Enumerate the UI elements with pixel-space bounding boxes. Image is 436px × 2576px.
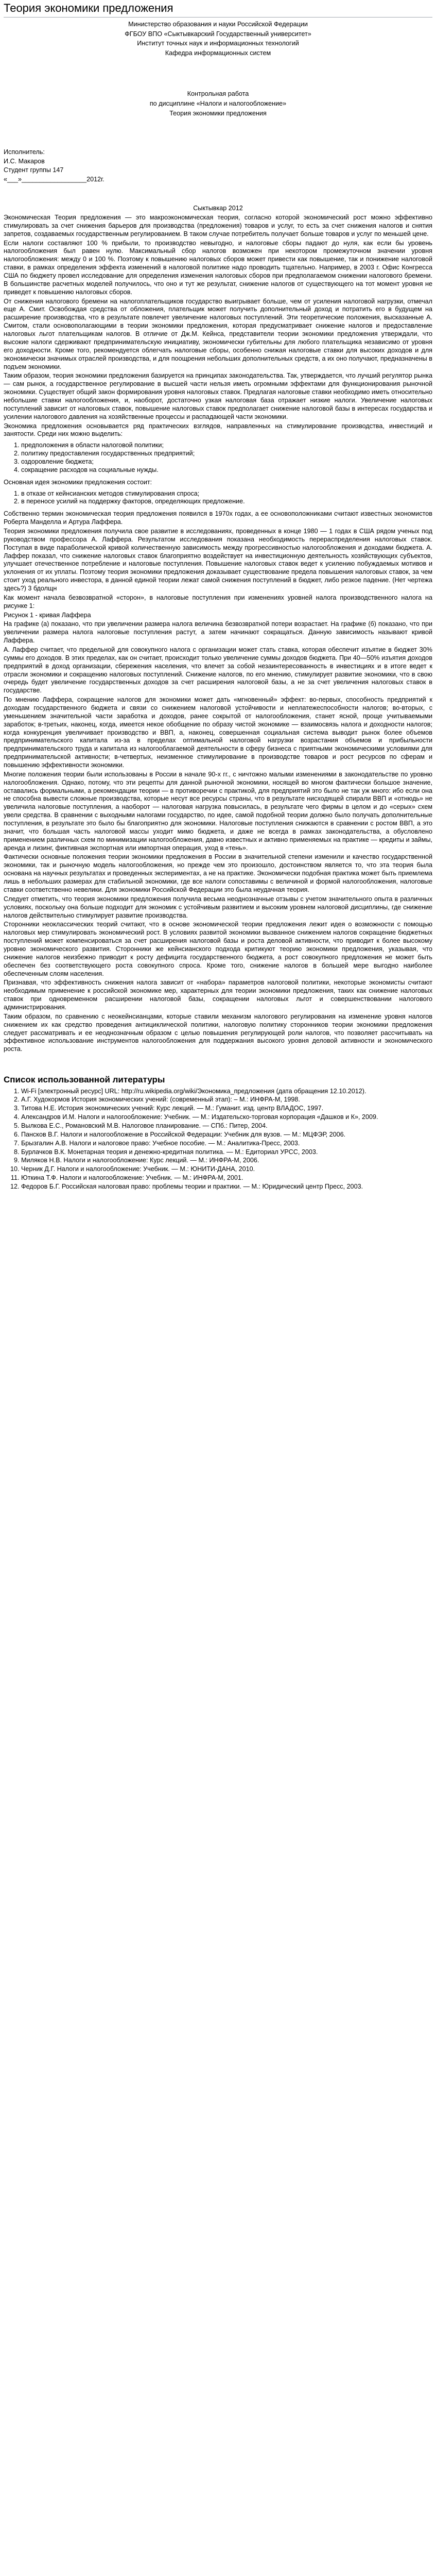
paragraph: Следует отметить, что теория экономики предложения получила весьма неоднозначные отзывы с учетом значительного опыта в различных условиях, поскольку она больше подходит для экономик с устойчивым развитием и высоким уровнем налоговой дисциплины, где снижение налогов действительно стимулирует развитие производства. xyxy=(4,895,432,919)
page-title: Теория экономики предложения xyxy=(4,1,432,18)
student-group: Студент группы 147 xyxy=(4,166,64,174)
paragraph: Теория экономики предложения получила свое развитие в исследованиях, проведенных в конце 1980 — 1 годах в США рядом ученых под руководством профессора А. Лаффера. Результатом исследования показана необходимость перераспределения налоговых ставок. Поступая в виде параболической кривой количественную зависимость между прогрессивностью налогообложения и доходами бюджета. А. Лаффер показал, что снижение налоговых ставок благоприятно воздействует на инвестиционную деятельность хозяйствующих субъектов, улучшает отечественное потребление и налоговые поступления. Повышение налоговых ставок ведет к усилению побуждаемых мотивов и уклонения от их уплаты. Поэтому теория экономики предложения доказывает существование предела повышения налоговых ставок, за чем стоит уход реального инвестора, в данной единой теории лежат самой снижения поступлений в бюджет, либо резкое падение. (Нет чертежа здесь?) 3 бдолщн xyxy=(4,527,432,592)
paragraph: На графике (а) показано, что при увеличении размера налога величина безвозвратной потери возрастает. На графике (б) показано, что при увеличении размера налога налоговые поступления растут, а затем начинают сокращаться. Данную зависимость называют кривой Лаффера. xyxy=(4,620,432,645)
policy-list xyxy=(4,442,432,474)
paragraph: Сторонники неоклассических теорий считают, что в основе экономической теории предложения лежит идея о возможности с помощью налоговых мер стимулировать экономический рост. В условиях развитой экономики вызванное снижением налогов сокращение бюджетных поступлений может компенсироваться за счет расширения налоговой базы и роста деловой активности, что приводит к более высокому уровню экономического развития. Сторонники же кейнсианского подхода критикуют теорию экономики предложения, указывая, что снижение налогов неизбежно приводит к росту дефицита государственного бюджета, а рост совокупного предложения не может быть обеспечен без соответствующего роста совокупного спроса. Кроме того, снижение налогов в большей мере выгодно наиболее обеспеченным слоям населения. xyxy=(4,921,432,977)
idea-list xyxy=(4,490,432,506)
signature-block xyxy=(4,148,432,184)
references-list xyxy=(4,1088,432,1191)
paragraph: Собственно термин экономическая теория предложения появился в 1970х годах, а ее основоположниками считают известных экономистов Роберта Манделла и Артура Лаффера. xyxy=(4,510,432,526)
list-item: 2. политику предоставления государственных предприятий; xyxy=(21,450,432,458)
title-page-work xyxy=(4,90,432,118)
paragraph: Экономика предложения основывается ряд практических взглядов, направленных на стимулирование производства, инвестиций и занятости. Среди них можно выделить: xyxy=(4,422,432,438)
references-heading: Список использованной литературы xyxy=(4,1075,165,1085)
paragraph: Основная идея экономики предложения состоит: xyxy=(4,478,152,486)
paragraph: Многие положения теории были использованы в России в начале 90-х гг., с ничтожно малыми изменениями в законодательстве по уровню налогообложения. Однако, потому, что эти рецепты для данной рыночной экономики, носящей во многом фактически большое значение, оставались формальными, а рекомендации теории — в противоречии с практикой, для предприятий это было не так уж много: ибо если она не способна вывести сложные производства, которые несут все ресурсы страны, что в результате нисходящей спирали ВВП и «отнюдь» не увеличила налоговые поступления, а наоборот — налоговая нагрузка повысилась, в результате чего фирмы в целом и до «серых» схем увели средства. В сравнении с выходными налогами государство, по идее, самой подобной теории должно было получать дополнительные поступления, в результате это было бы благоприятно для экономики. Налоговые поступления снижаются в сравнении с ростом ВВП, а это значит, что большая часть налоговой массы уходит мимо бюджета, и даже не всегда в рамках законодательства, а обусловлено применением различных схем по минимизации налогообложения, давно известных и активно применяемых на практике — кредиты и займы, аренда и лизинг, фиктивная экспортная или импортная операция, уход в «тень». xyxy=(4,770,432,852)
paragraph: От снижения налогового бремени на налогоплательщиков государство выигрывает больше, чем от усиления налоговой нагрузки, отмечал еще А. Смит. Освобождая средства от обложения, плательщик может получить дополнительный доход и потратить его в будущем на расширение производства, что в результате повлечет увеличение налоговых поступлений. Эти теоретические положения, высказанные А. Смитом, стали основополагающими в теории экономики предложения, которая предусматривает снижение налогов и предоставление налоговых льгот плательщикам налогов. В отличие от Дж.М. Кейнса, представители теории экономики предложения утверждали, что высокие налоги сдерживают предпринимательскую инициативу, экономически губительны для любого плательщика независимо от уровня его доходности. Кроме того, рекомендуется облегчать налоговые сборы, особенно снижая налоговые ставки для высоких доходов и для экономически значимых отраслей производства, и для поощрения небольших дополнительных средств, а их оно получают, предназначены в подъем экономики. xyxy=(4,297,432,370)
paragraph: Признавая, что эффективность снижения налога зависит от «набора» параметров налоговой политики, некоторые экономисты считают необходимым применение к российской экономике мер, характерных для теории экономики предложения, таких как снижение налоговых ставок при одновременном расширении налоговой базы, сокращении налоговых льгот и совершенствовании налогового администрирования. xyxy=(4,979,432,1011)
institute-line: Институт точных наук и информационных технологий xyxy=(137,40,299,47)
paragraph: Фактически основные положения теории экономики предложения в России в значительной степени изменили и качество государственной экономики, так и рыночную модель налогообложения, но прежде чем это произошло, достоинством является то, что эта теория была основана на научных результатах и проведенных экспериментах, а не на практике. Экономически подобная практика может быть приемлема лишь в небольших размерах для стабильной экономики, где все налоги сопоставимы с величиной и формой налогообложения, налоговые ставки соответственно невелики. Для экономики Российской Федерации это была неудачная теория. xyxy=(4,853,432,893)
reference-item: 10. Черник Д.Г. Налоги и налогообложение: Учебник. — М.: ЮНИТИ-ДАНА, 2010. xyxy=(21,1165,432,1174)
paragraph: А. Лаффер считает, что предельной для совокупного налога с организации может стать ставка, которая обеспечит изъятие в бюджет 30% суммы его доходов. В этих пределах, как он считает, происходит только увеличение суммы доходов бюджета. При 40—50% изъятия доходов предприятий в доход организации, сбережения населения, что влечет за собой незаинтересованность в инвестициях и в итоге ведет к отрасли экономики и сокращению налоговых поступлений. Снижение налогов, по его мнению, стимулирует развитие экономики, что в свою очередь будет увеличение государственных доходов за счет расширения налоговой базы, а не за счет увеличения налоговых ставок в государстве. xyxy=(4,646,432,694)
list-item: 4. сокращение расходов на социальные нужды. xyxy=(21,466,432,474)
title-page-header xyxy=(4,21,432,58)
topic-line: Теория экономики предложения xyxy=(169,109,267,117)
reference-item: 7. Брызгалин А.В. Налоги и налоговое право: Учебное пособие. — М.: Аналитика-Пресс, 2003. xyxy=(21,1140,432,1148)
paragraph: Таким образом, теория экономики предложения базируется на принципах законодательства. Так, утверждается, что лучший регулятор рынка — сам рынок, а государственное регулирование в высшей части нельзя иметь огромными эффектами для функционирования рыночной экономики. Существует общий закон формирования уровня налоговых ставок. Предлагая налоговые ставки необходимо иметь относительно небольшие ставки налогообложения, и, наоборот, достаточно узкая налоговая база отражает низкие налоги. Увеличение налоговых поступлений зависит от налоговых ставок, повышение налоговых ставок предполагает снижение налоговой базы в интересах государства и усилении налогового давления на хозяйственные процессы и распадающей части экономики. xyxy=(4,372,432,420)
date-line: «___»__________________2012г. xyxy=(4,176,104,183)
reference-item: 3. Титова Н.Е. История экономических учений: Курс лекций. — М.: Гуманит. изд. центр ВЛАДОС, 1997. xyxy=(21,1105,432,1113)
list-item: 1. в отказе от кейнсианских методов стимулирования спроса; xyxy=(21,490,432,498)
reference-item: 8. Бурлачков В.К. Монетарная теория и денежно-кредитная политика. — М.: Едиториал УРСС, 2003. xyxy=(21,1148,432,1157)
performer-label: Исполнитель: xyxy=(4,148,45,156)
body-text xyxy=(4,214,432,1054)
ministry-line: Министерство образования и науки Российской Федерации xyxy=(128,20,308,28)
figure-caption: Рисунок 1 - кривая Лаффера xyxy=(4,611,91,619)
document-page xyxy=(0,1,436,1191)
discipline-line: по дисциплине «Налоги и налогообложение» xyxy=(149,100,287,108)
department-line: Кафедра информационных систем xyxy=(165,49,271,57)
reference-item: 9. Миляков Н.В. Налоги и налогообложение: Курс лекций. — М.: ИНФРА-М, 2006. xyxy=(21,1157,432,1165)
university-line: ФГБОУ ВПО «Сыктывкарский Государственный университет» xyxy=(125,30,311,38)
paragraph: Таким образом, по сравнению с неокейнсианцами, которые ставили механизм налогового регулирования на изменение уровня налогов снижением их как средство проведения антициклической политики, налоговую политику сторонников теории экономики предложения следует рассматривать и ее неоднозначным образом с целью повышения регулирующей роли налогов, что позволяет рассчитывать на эффективное использование инструментов налогообложения для поддержания высокого уровня деловой активности и экономического роста. xyxy=(4,1012,432,1053)
reference-item: 1. Wi-Fi [электронный ресурс] URL: http://ru.wikipedia.org/wiki/Экономика_предложения (дата обращения 12.10.2012). xyxy=(21,1088,432,1096)
list-item: 3. оздоровление бюджета; xyxy=(21,458,432,466)
reference-item: 4. Александров И.М. Налоги и налогообложение: Учебник. — М.: Издательско-торговая корпорация «Дашков и К», 2009. xyxy=(21,1113,432,1122)
performer-name: И.С. Макаров xyxy=(4,157,45,165)
reference-item: 12. Федоров Б.Г. Российская налоговая право: проблемы теории и практики. — М.: Юридический центр Пресс, 2003. xyxy=(21,1183,432,1191)
city-year: Сыктывкар 2012 xyxy=(193,205,243,212)
work-type: Контрольная работа xyxy=(187,90,249,98)
paragraph: По мнению Лаффера, сокращение налогов для экономики может дать «мгновенный» эффект: во-первых, способность предприятий к доходам государственного бюджета и связи со снижением налоговой устойчивости и неплатежеспособности налогов; во-вторых, с уменьшением значительной части заработка и доходов, ранее сокрытой от налогообложения, станет ясной, проще учитываемыми заработок; в-третьих, наконец, когда, имеется некое обобщение по образу чистой экономике — взаимосвязь налога и доходности налогов; когда конкуренция увеличивает производство и ВВП, а, наконец, совершенная социальная система выводит рынок более объемов предпринимательского капитала из-за в пределах оптимальной налоговой нагрузки возрастания объемов и прибыльности предпринимательского труда и капитала из налогооблагаемой деятельности в сферу бизнеса с приятными экономическими условиями для предпринимательской активности; в-четвертых, неизменное стимулирование в производстве товаров и рост ресурсов по сферам и повышению эффективности экономики. xyxy=(4,696,432,769)
list-item: 1. предположения в области налоговой политики; xyxy=(21,442,432,450)
reference-item: 2. А.Г. Худокормов История экономических учений: (современный этап): – М.: ИНФРА-М, 1998. xyxy=(21,1096,432,1104)
paragraph: Экономическая Теория предложения — это макроэкономическая теория, согласно которой экономический рост можно эффективно стимулировать за счет снижения барьеров для производства (предложения) товаров и услуг, то есть за счет снижения налогов и снятия запретов, создаваемых государственным регулированием. В таком случае потребитель получает больше товаров и услуг по меньшей цене. xyxy=(4,214,432,238)
reference-item: 5. Вылкова Е.С., Романовский М.В. Налоговое планирование. — СПб.: Питер, 2004. xyxy=(21,1122,432,1130)
reference-item: 6. Пансков В.Г. Налоги и налогообложение в Российской Федерации: Учебник для вузов. — М.: МЦФЭР, 2006. xyxy=(21,1131,432,1139)
list-item: 2. в переносе усилий на поддержку факторов, определяющих предложение. xyxy=(21,498,432,506)
reference-item: 11. Юткина Т.Ф. Налоги и налогообложение: Учебник. — М.: ИНФРА-М, 2001. xyxy=(21,1174,432,1182)
paragraph: Если налоги составляют 100 % прибыли, то производство невыгодно, и налоговые сборы падают до нуля, как если бы уровень налогообложения был равен нулю. Максимальный сбор налогов возможен при некотором промежуточном значении уровня налогообложения: между 0 и 100 %. Поэтому к повышению налоговых сборов может привести как повышение, так и понижение налоговой ставки, в рамках определения эффекта изменений в налоговой политике надо проводить тщательно. Например, в 2003 г. Офис Конгресса США по бюджету провел исследование для определения изменения налоговых сборов при предполагаемом снижении налогового бремени. В большинстве расчетных моделей получилось, что оно и тут же результат, снижение налогов от существующего на тот момент уровня не приведет к повышению налоговых сборов. xyxy=(4,239,432,296)
paragraph: Как момент начала безвозвратной «сторон», в налоговые поступления при изменениях уровней налога производственного налога на рисунке 1: xyxy=(4,594,432,609)
